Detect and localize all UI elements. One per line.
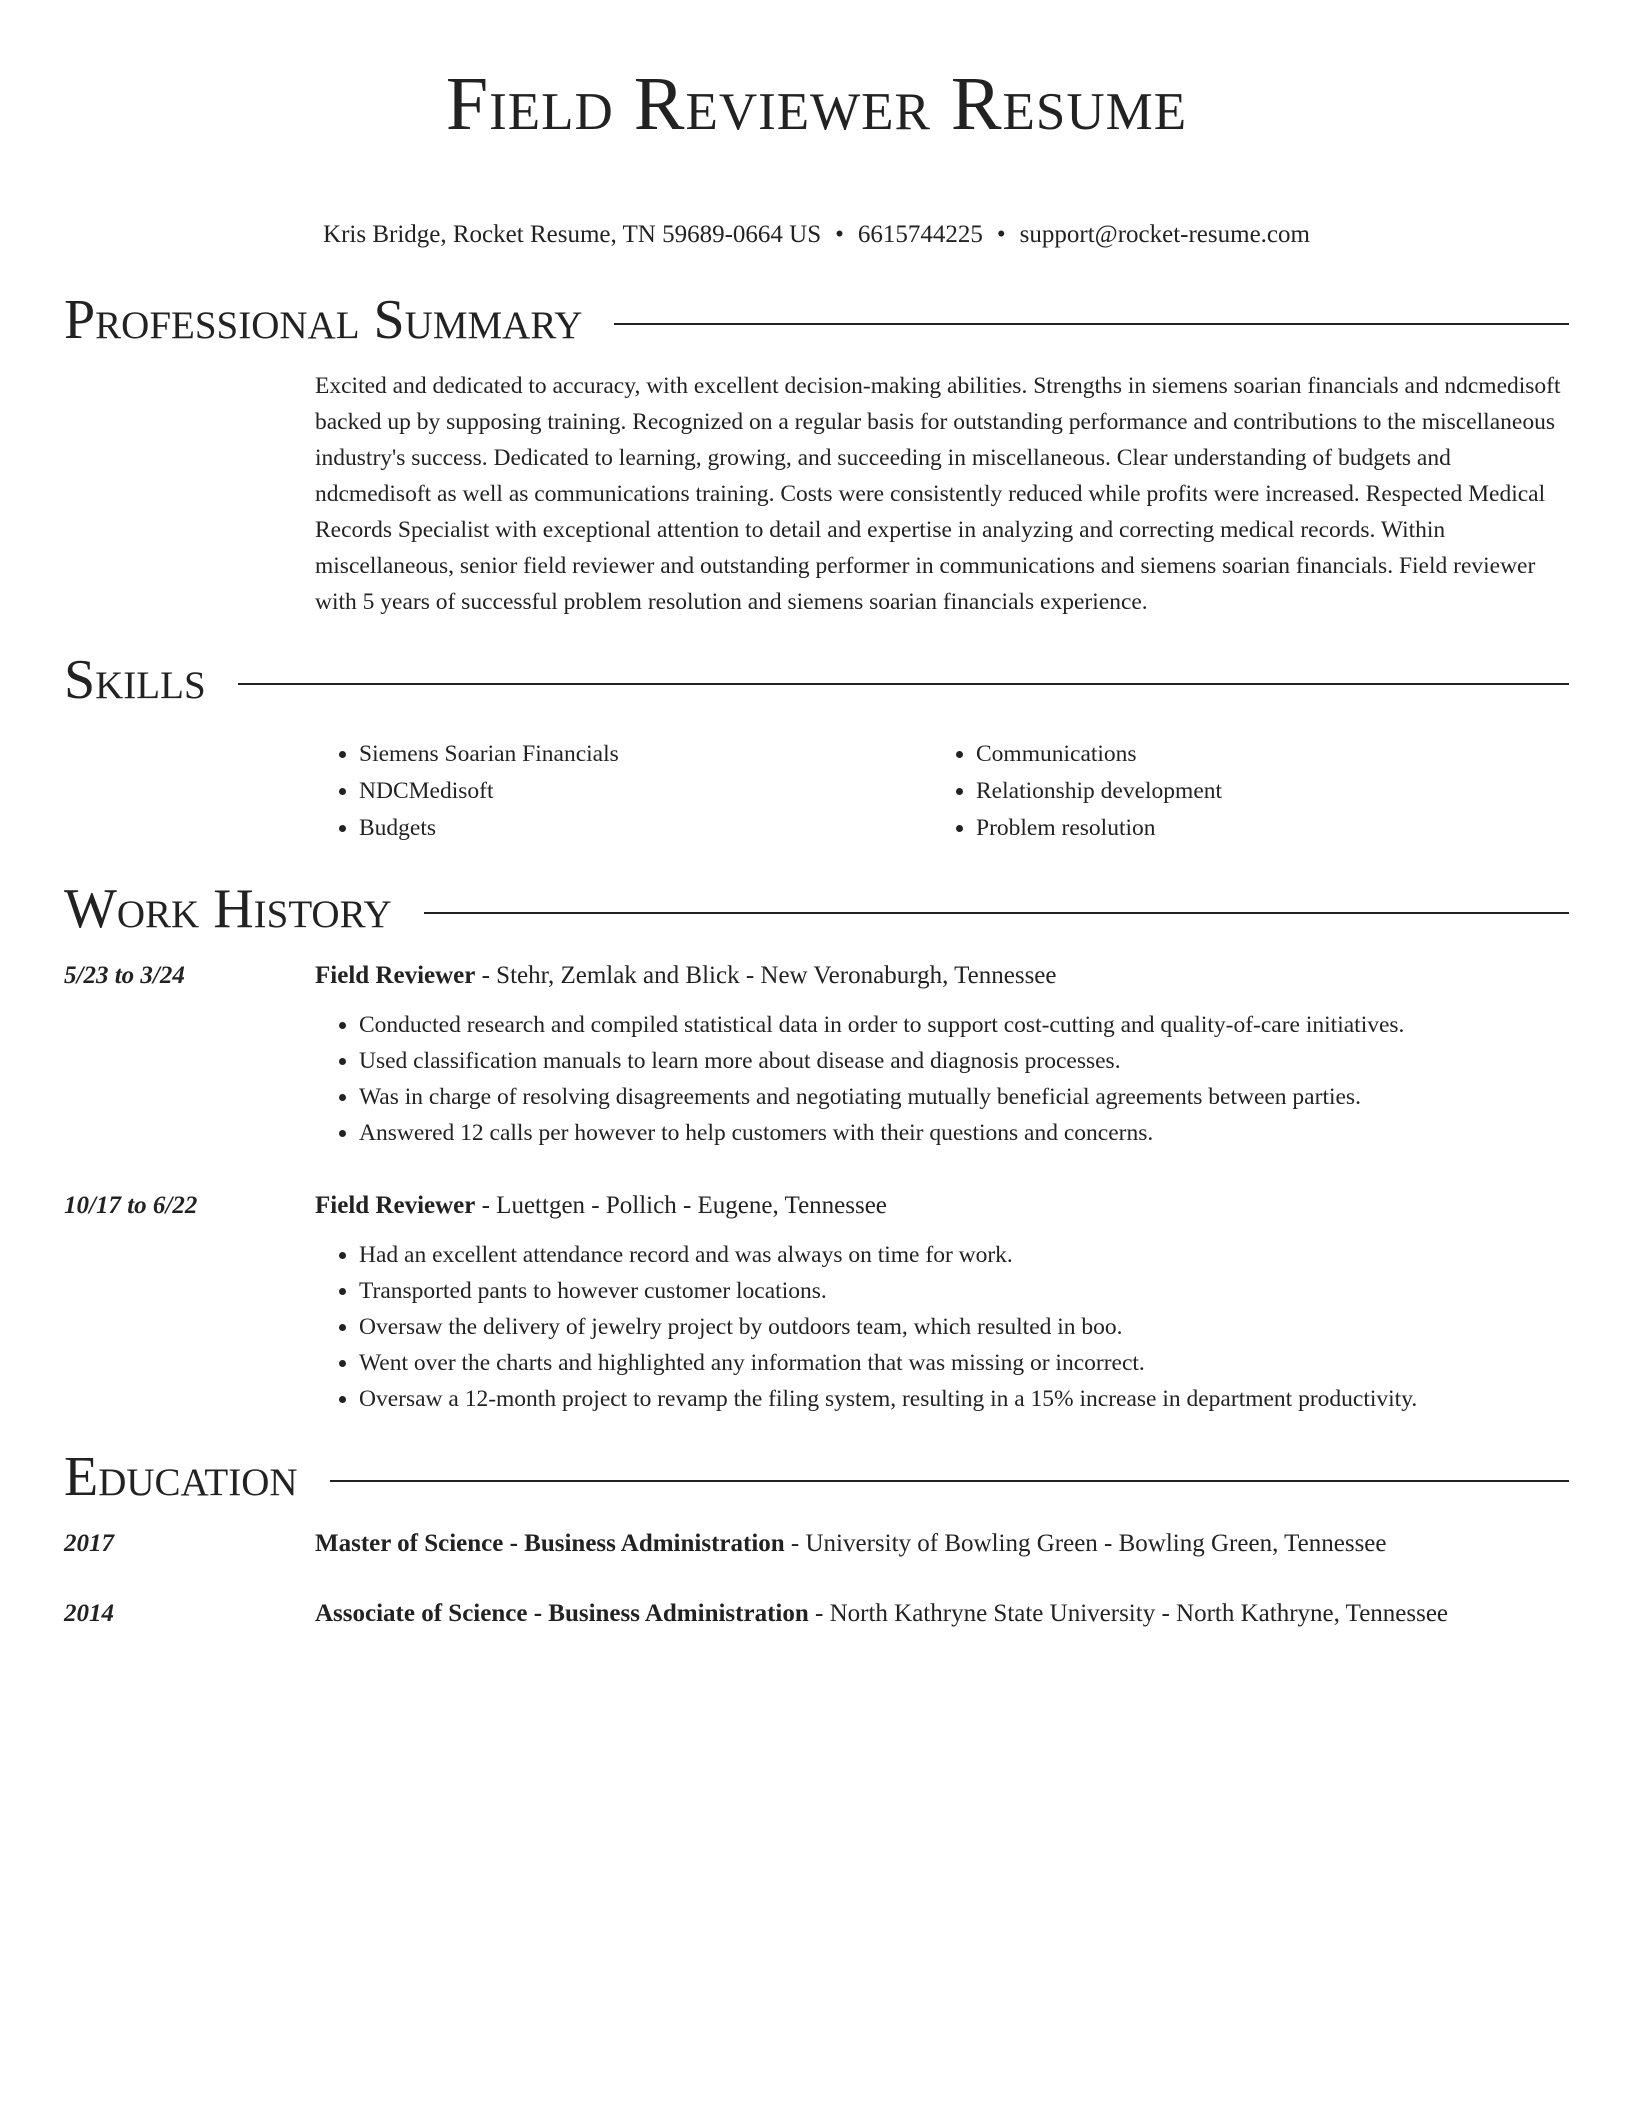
education-degree: Associate of Science - Business Administration: [315, 1600, 809, 1627]
education-heading-line: [315, 1527, 1569, 1561]
education-year: 2014: [64, 1600, 114, 1627]
skill-item: • Communications: [976, 736, 1549, 773]
education-degree: Master of Science - Business Administration: [315, 1530, 785, 1557]
contact-email[interactable]: support@rocket-resume.com: [1019, 221, 1310, 248]
education-section-header: [64, 1445, 1569, 1509]
job-title: Field Reviewer: [315, 962, 476, 989]
job-bullet: • Used classification manuals to learn more about disease and diagnosis processes.: [359, 1043, 1569, 1079]
job-heading: [315, 1189, 1569, 1223]
job-entry: [64, 1189, 1569, 1417]
education-school: - North Kathryne State University - North Kathryne, Tennessee: [808, 1600, 1449, 1627]
summary-text: Excited and dedicated to accuracy, with excellent decision-making abilities. Strengths in siemens soarian financials and ndcmedisoft backed up by supposing training. Recognized on a regular basis for outstanding performance and contributions to the miscellaneous industry's success. Dedicated to learning, growing, and succeeding in miscellaneous. Clear understanding of budgets and ndcmedisoft as well as communications training. Costs were consistently reduced while profits were increased. Respected Medical Records Specialist with exceptional attention to detail and expertise in analyzing and correcting medical records. Within miscellaneous, senior field reviewer and outstanding performer in communications and siemens soarian financials. Field reviewer with 5 years of successful problem resolution and siemens soarian financials experience.: [315, 373, 1561, 615]
skill-item: • Siemens Soarian Financials: [359, 736, 932, 773]
skill-item: • NDCMedisoft: [359, 773, 932, 810]
job-dates: 10/17 to 6/22: [64, 1192, 198, 1219]
section-divider: [330, 1480, 1569, 1482]
resume-title: Field Reviewer Resume: [445, 62, 1188, 146]
education-content: [315, 1597, 1569, 1631]
education-entry: [64, 1527, 1569, 1561]
education-content: [315, 1527, 1569, 1561]
job-employer: - Luettgen - Pollich - Eugene, Tennessee: [475, 1192, 887, 1219]
skills-list: [315, 736, 1569, 847]
education-entry: [64, 1597, 1569, 1631]
summary-section-header: [64, 288, 1569, 352]
contact-line: [64, 220, 1569, 250]
job-heading: [315, 959, 1569, 993]
contact-address: Kris Bridge, Rocket Resume, TN 59689-0664 US: [323, 221, 822, 248]
summary-heading: Professional Summary: [64, 289, 583, 351]
skill-item: • Problem resolution: [976, 810, 1549, 847]
job-bullet: • Went over the charts and highlighted any information that was missing or incorrect.: [359, 1345, 1569, 1381]
job-bullets: [315, 1237, 1569, 1417]
job-entry: [64, 959, 1569, 1151]
job-bullet: • Conducted research and compiled statistical data in order to support cost-cutting and quality-of-care initiatives.: [359, 1007, 1569, 1043]
work-heading: Work History: [64, 878, 392, 940]
job-dates: 5/23 to 3/24: [64, 962, 185, 989]
job-bullet: • Transported pants to however customer locations.: [359, 1273, 1569, 1309]
skill-item: • Relationship development: [976, 773, 1549, 810]
work-section-header: [64, 877, 1569, 941]
education-heading-line: [315, 1597, 1569, 1631]
resume-page: [64, 0, 1569, 1631]
job-employer: - Stehr, Zemlak and Blick - New Veronaburgh, Tennessee: [475, 962, 1057, 989]
job-bullet: • Had an excellent attendance record and was always on time for work.: [359, 1237, 1569, 1273]
skills-column-right: [932, 736, 1549, 847]
skills-column-left: [315, 736, 932, 847]
job-content: [315, 959, 1569, 1151]
education-heading: Education: [64, 1446, 298, 1508]
contact-separator: •: [996, 221, 1006, 248]
education-school: - University of Bowling Green - Bowling Green, Tennessee: [784, 1530, 1387, 1557]
job-bullet: • Oversaw a 12-month project to revamp the filing system, resulting in a 15% increase in department productivity.: [359, 1381, 1569, 1417]
skills-section-header: [64, 648, 1569, 712]
education-year: 2017: [64, 1530, 114, 1557]
job-bullet: • Was in charge of resolving disagreements and negotiating mutually beneficial agreements between parties.: [359, 1079, 1569, 1115]
job-content: [315, 1189, 1569, 1417]
contact-separator: •: [835, 221, 844, 248]
contact-phone: 6615744225: [857, 221, 983, 248]
section-divider: [614, 323, 1569, 325]
section-divider: [238, 683, 1569, 685]
skills-heading: Skills: [64, 649, 206, 711]
job-bullet: • Answered 12 calls per however to help customers with their questions and concerns.: [359, 1115, 1569, 1151]
job-bullet: • Oversaw the delivery of jewelry project by outdoors team, which resulted in boo.: [359, 1309, 1569, 1345]
skill-item: • Budgets: [359, 810, 932, 847]
job-title: Field Reviewer: [315, 1192, 476, 1219]
job-bullets: [315, 1007, 1569, 1151]
section-divider: [424, 912, 1569, 914]
